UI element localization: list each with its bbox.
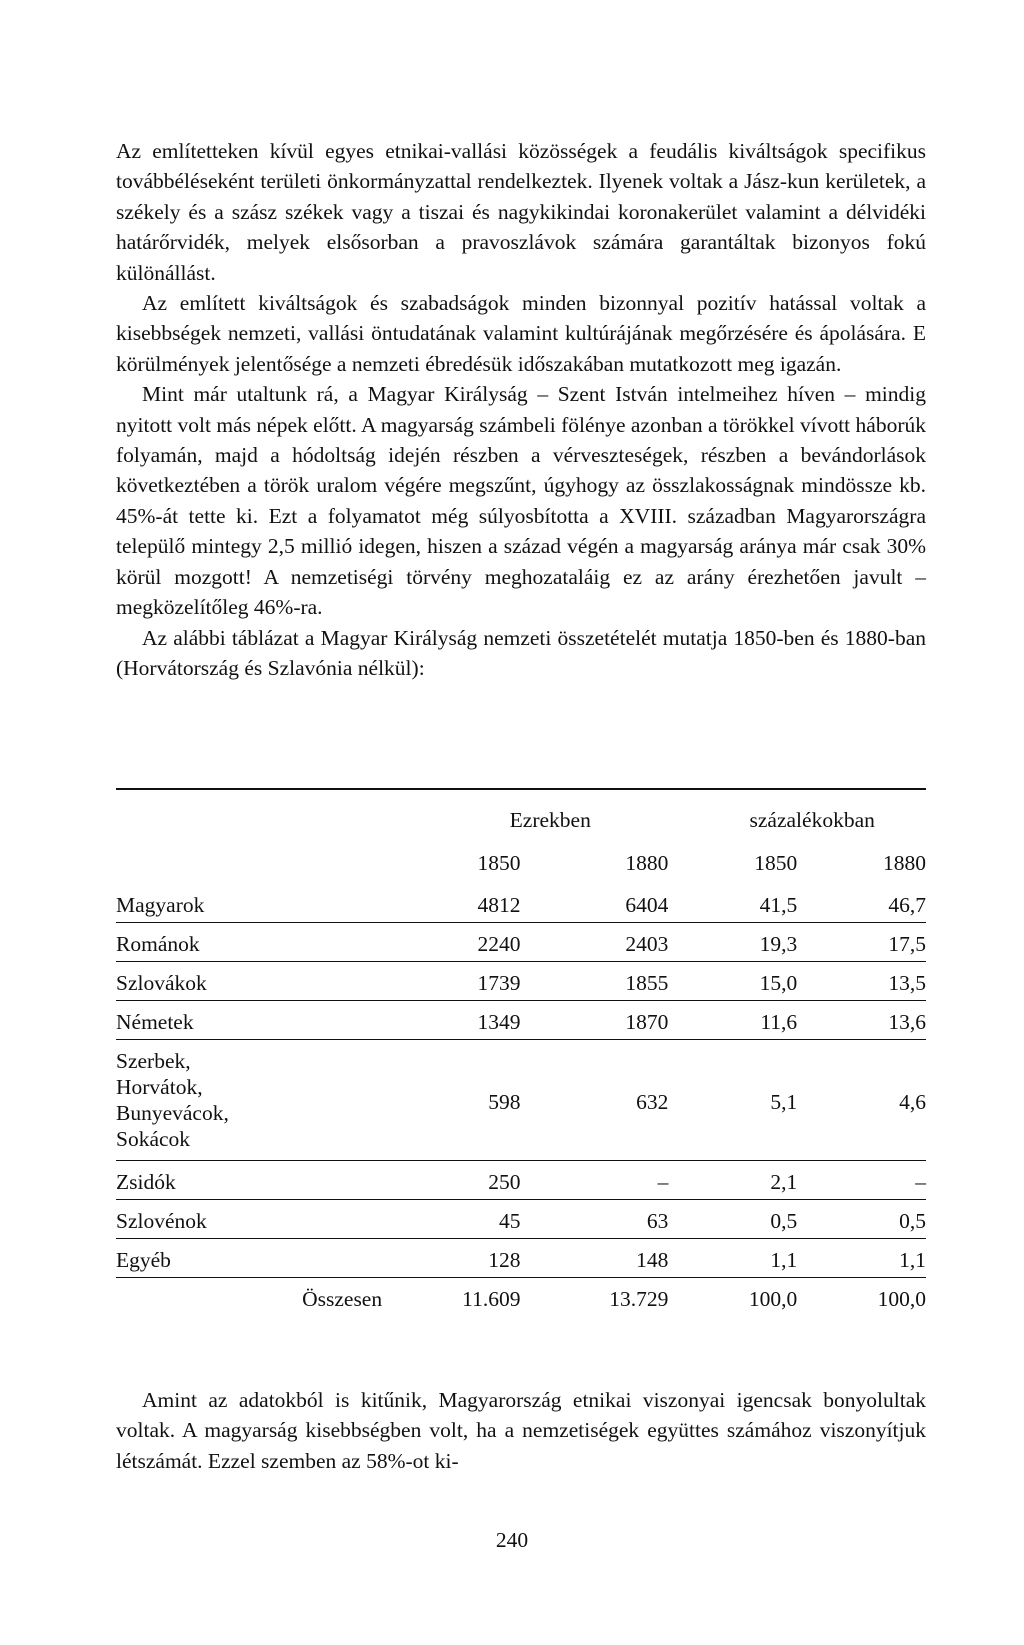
closing-text <box>116 1385 926 1476</box>
cell-value: 1,1 <box>668 1239 797 1278</box>
table-row <box>116 1001 926 1040</box>
cell-value: 13,5 <box>797 962 926 1001</box>
cell-value: 11,6 <box>668 1001 797 1040</box>
cell-value: 128 <box>392 1239 520 1278</box>
table-row <box>116 1239 926 1278</box>
year-header: 1880 <box>883 851 926 875</box>
table-row <box>116 962 926 1001</box>
row-label: Zsidók <box>116 1161 392 1200</box>
cell-value: 0,5 <box>668 1200 797 1239</box>
total-row <box>116 1278 926 1317</box>
year-header: 1880 <box>625 851 669 875</box>
cell-value: 1739 <box>392 962 520 1001</box>
table-row <box>116 1161 926 1200</box>
cell-value: 2403 <box>520 923 668 962</box>
row-label: Szerbek, Horvátok, Bunyevácok, Sokácok <box>116 1040 392 1161</box>
year-header: 1850 <box>477 851 521 875</box>
cell-value: 598 <box>392 1040 520 1161</box>
group-header-thousands: Ezrekben <box>509 808 591 832</box>
table-row <box>116 1200 926 1239</box>
cell-value: 1870 <box>520 1001 668 1040</box>
cell-value: – <box>797 1161 926 1200</box>
cell-value: 4812 <box>392 884 520 923</box>
cell-value: 0,5 <box>797 1200 926 1239</box>
paragraph-3: Mint már utaltunk rá, a Magyar Királyság – Szent István intelmeihez híven – mindig nyitott volt más népek előtt. A magyarság számbeli fölénye azonban a törökkel vívott háborúk folyamán, majd a hódoltság idején részben a vérveszteségek, részben a bevándorlások következtében a török uralom végére megszűnt, úgyhogy az összlakosságnak mindössze kb. 45%-át tette ki. Ezt a folyamatot még súlyosbította a XVIII. században Magyarországra települő mintegy 2,5 millió idegen, hiszen a század végén a magyarság aránya már csak 30% körül mozgott! A nemzetiségi törvény meghozataláig ez az arány érezhetően javult – megközelítőleg 46%-ra. <box>116 382 926 620</box>
cell-value: 632 <box>520 1040 668 1161</box>
total-label: Összesen <box>302 1287 383 1311</box>
total-value: 100,0 <box>748 1287 798 1311</box>
cell-value: 6404 <box>520 884 668 923</box>
cell-value: 2,1 <box>668 1161 797 1200</box>
paragraph-1: Az említetteken kívül egyes etnikai-vallási közösségek a feudális kiváltságok specifikus továbbéléseként területi önkormányzattal rendelkeztek. Ilyenek voltak a Jász-kun kerületek, a székely és a szász székek vagy a tiszai és nagykikindai koronakerület valamint a délvidéki határőrvidék, melyek elsősorban a pravoszlávok számára garantáltak bizonyos fokú különállást. <box>116 139 926 285</box>
body-text <box>116 136 926 683</box>
row-label: Egyéb <box>116 1239 392 1278</box>
cell-value: 63 <box>520 1200 668 1239</box>
cell-value: 5,1 <box>668 1040 797 1161</box>
cell-value: 46,7 <box>797 884 926 923</box>
cell-value: 41,5 <box>668 884 797 923</box>
cell-value: 1,1 <box>797 1239 926 1278</box>
table-row <box>116 923 926 962</box>
row-label: Németek <box>116 1001 392 1040</box>
cell-value: 15,0 <box>668 962 797 1001</box>
cell-value: 45 <box>392 1200 520 1239</box>
paragraph-2: Az említett kiváltságok és szabadságok minden bizonnyal pozitív hatással voltak a kisebbségek nemzeti, vallási öntudatának valamint kultúrájának megőrzésére és ápolására. E körülmények jelentősége a nemzeti ébredésük időszakában mutatkozott meg igazán. <box>116 291 926 376</box>
cell-value: 1349 <box>392 1001 520 1040</box>
group-header-percent: százalékokban <box>749 808 875 832</box>
cell-value: 148 <box>520 1239 668 1278</box>
row-label: Szlovénok <box>116 1200 392 1239</box>
total-value: 11.609 <box>462 1287 521 1311</box>
row-label: Magyarok <box>116 884 392 923</box>
cell-value: 250 <box>392 1161 520 1200</box>
total-value: 100,0 <box>877 1287 926 1311</box>
total-value: 13.729 <box>609 1287 669 1311</box>
paragraph-4: Az alábbi táblázat a Magyar Királyság nemzeti összetételét mutatja 1850-ben és 1880-ban (Horvátország és Szlavónia nélkül): <box>116 625 926 680</box>
cell-value: 19,3 <box>668 923 797 962</box>
year-header: 1850 <box>754 851 798 875</box>
table-row <box>116 884 926 923</box>
cell-value: 4,6 <box>797 1040 926 1161</box>
row-label: Szlovákok <box>116 962 392 1001</box>
cell-value: 13,6 <box>797 1001 926 1040</box>
ethnic-composition-table <box>116 788 926 1316</box>
page-number: 240 <box>495 1528 529 1552</box>
table-row <box>116 1040 926 1161</box>
cell-value: – <box>520 1161 668 1200</box>
cell-value: 2240 <box>392 923 520 962</box>
paragraph-5: Amint az adatokból is kitűnik, Magyarország etnikai viszonyai igencsak bonyolultak voltak. A magyarság kisebbségben volt, ha a nemzetiségek együttes számához viszonyítjuk létszámát. Ezzel szemben az 58%-ot ki- <box>116 1388 926 1473</box>
cell-value: 17,5 <box>797 923 926 962</box>
cell-value: 1855 <box>520 962 668 1001</box>
row-label: Románok <box>116 923 392 962</box>
